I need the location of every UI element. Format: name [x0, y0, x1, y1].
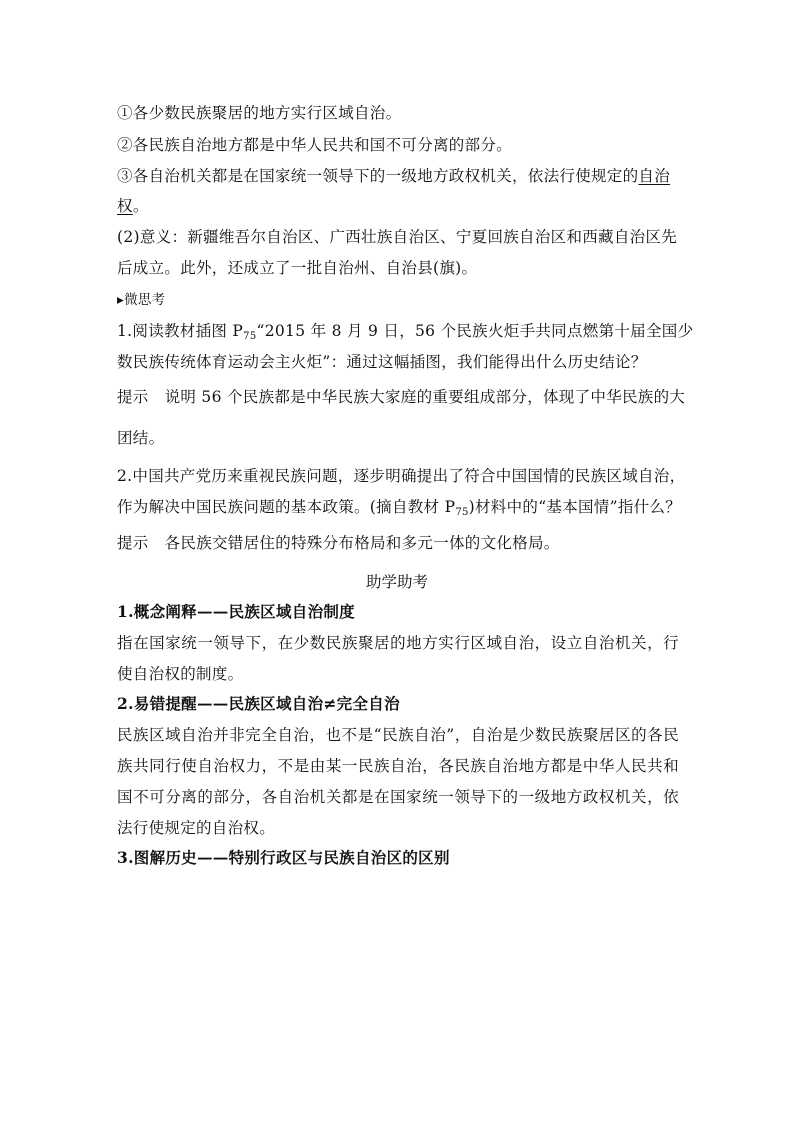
question-1-line-1: 1.阅读教材插图 $P_{75}“2015$ 年 8 月 9 日，56 个民族火炬手共同点燃第十届全国少	[117, 322, 694, 342]
question-2-line-2: 作为解决中国民族问题的基本政策。(摘自教材 $P_{75}$)材料中的“基本国情”指什么？	[117, 498, 682, 518]
item-2: ②各民族自治地方都是中华人民共和国不可分离的部分。	[117, 136, 513, 154]
mistake-body: 民族区域自治并非完全自治，也不是“民族自治”，自治是少数民族聚居区的各民族共同行使自治权力，不是由某一民族自治，各民族自治地方都是中华人民共和国不可分离的部分，各自治机关都是在国家统一领导下的一级地方政权机关，依法行使规定的自治权。	[117, 726, 679, 837]
concept-body: 指在国家统一领导下，在少数民族聚居的地方实行区域自治，设立自治机关，行使自治权的制度。	[117, 634, 679, 683]
think-heading: ▸微思考	[117, 292, 166, 308]
answer-1-line-2: 团结。	[117, 429, 165, 447]
section-title: 助学助考	[365, 573, 428, 591]
item-1: ①各少数民族聚居的地方实行区域自治。	[117, 104, 402, 122]
answer-1-line-1: 提示 说明 56 个民族都是中华民族大家庭的重要组成部分，体现了中华民族的大	[117, 388, 686, 406]
significance-line-2: 后成立。此外，还成立了一批自治州、自治县(旗)。	[117, 259, 478, 277]
diagram-heading: 3.图解历史——特别行政区与民族自治区的区别	[117, 848, 450, 867]
item-3-line-2: 权。	[117, 197, 149, 215]
significance-line-1: (2)意义：新疆维吾尔自治区、广西壮族自治区、宁夏回族自治区和西藏自治区先	[117, 228, 678, 246]
concept-heading: 1.概念阐释——民族区域自治制度	[117, 602, 355, 621]
answer-2: 提示 各民族交错居住的特殊分布格局和多元一体的文化格局。	[117, 534, 560, 552]
hint-label: 提示	[117, 534, 149, 552]
hint-label: 提示	[117, 388, 149, 406]
underlined-term: 自治	[638, 167, 671, 185]
item-3-line-1: ③各自治机关都是在国家统一领导下的一级地方政权机关，依法行使规定的自治	[117, 167, 671, 185]
mistake-heading: 2.易错提醒——民族区域自治≠完全自治	[117, 694, 400, 713]
underlined-term-cont: 权	[117, 197, 133, 215]
question-2-line-1: 2.中国共产党历来重视民族问题，逐步明确提出了符合中国国情的民族区域自治，	[117, 467, 686, 485]
question-1-line-2: 数民族传统体育运动会主火炬”：通过这幅插图，我们能得出什么历史结论？	[117, 353, 647, 371]
